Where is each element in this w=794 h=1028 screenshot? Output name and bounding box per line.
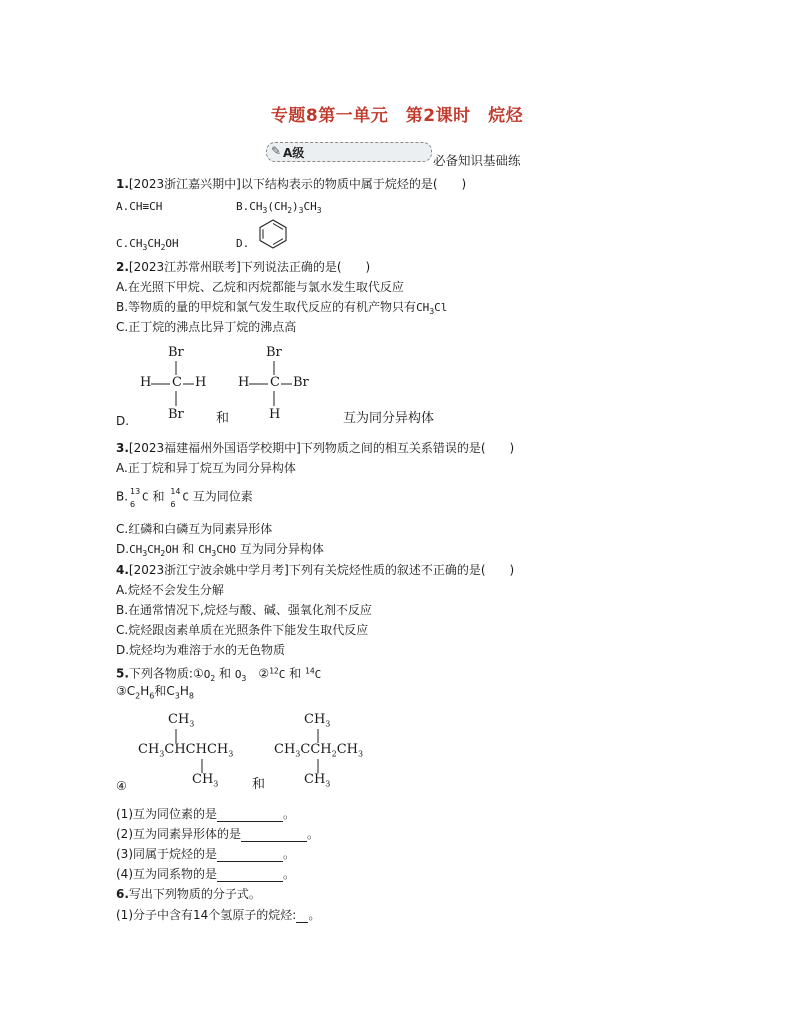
sub-question-text: (3)同属于烷烃的是 — [116, 847, 217, 861]
end-mark: 。 — [283, 867, 296, 881]
end-mark: 。 — [307, 827, 320, 841]
pencil-icon: ✎ — [271, 144, 282, 158]
q2-option-c: C.正丁烷的沸点比异丁烷的沸点高 — [116, 320, 297, 334]
q2-option-d-and: 和 — [216, 411, 230, 426]
question-number: 3. — [116, 441, 129, 455]
bond-lines — [236, 345, 326, 425]
q1-option-b: $B.CH_3(CH_2)_3CH_3$ — [236, 200, 322, 216]
q3-option-b: B. 13 6 C 和 14 6 C 互为同位素 — [116, 487, 253, 509]
question-text: [2023浙江嘉兴期中]以下结构表示的物质中属于烷烃的是( ) — [128, 177, 467, 191]
question-text: 下列各物质:① — [128, 666, 204, 681]
question-text: [2023浙江宁波余姚中学月考]下列有关烷烃性质的叙述不正确的是( ) — [128, 563, 515, 577]
q4-option-c: C.烷烃跟卤素单质在光照条件下能发生取代反应 — [116, 623, 369, 637]
answer-blank[interactable] — [217, 869, 283, 882]
bond-lines — [138, 345, 218, 425]
item-marker: ③ — [116, 684, 127, 698]
question-4-stem — [116, 562, 514, 578]
option-letter: B. — [116, 489, 129, 504]
atom-label: H — [238, 375, 250, 390]
q5-item-4-and: 和 — [252, 777, 266, 792]
sub-question-text: (1)互为同位素的是 — [116, 807, 217, 821]
question-5-stem: 5.下列各物质$:①O_2$ 和 $O_3$ ②$^{12}$C 和 $^{14}$C — [116, 666, 322, 683]
item-marker: ② — [246, 666, 270, 681]
atom-label: Br — [168, 345, 184, 360]
q3-option-c: C.红磷和白磷互为同素异形体 — [116, 522, 273, 536]
option-text: 互为同位素 — [192, 489, 253, 504]
q5-item-4-marker: ④ — [116, 779, 127, 793]
q5-sub-3 — [116, 846, 295, 862]
atom-label: C — [172, 375, 182, 390]
end-mark: 。 — [283, 807, 296, 821]
q5-sub-4 — [116, 866, 295, 882]
question-1-stem — [116, 176, 466, 192]
q1-option-c: $C.CH_3CH_2OH$ — [116, 237, 179, 253]
dimethylbutane-structure: $CH_3$ $CH_3CHCHCH_3$ $CH_3$ — [138, 712, 258, 792]
question-text: 写出下列物质的分子式。 — [128, 887, 261, 901]
dimethylbutane-quaternary-structure: $CH_3$ $CH_3CCH_2CH_3$ $CH_3$ — [274, 712, 394, 792]
question-number: 1. — [116, 177, 129, 191]
atom-label: H — [195, 375, 207, 390]
question-5-item-3: $③C_2H_6$和$C_3H_8$ — [116, 684, 194, 701]
sub-question-text: (1)分子中含有14个氢原子的烷烃: — [116, 908, 297, 922]
question-number: 4. — [116, 563, 129, 577]
answer-blank[interactable] — [296, 910, 308, 923]
bond-lines — [138, 712, 258, 792]
connector-text: 和 — [182, 542, 195, 556]
option-letter: B. — [236, 200, 250, 213]
q2-option-d-tail: 互为同分异构体 — [343, 411, 435, 426]
answer-blank[interactable] — [241, 829, 307, 842]
q5-sub-2 — [116, 826, 319, 842]
question-number: 5. — [116, 666, 129, 681]
dibromomethane-structure-1 — [138, 345, 218, 425]
q3-option-d: $D.CH_3CH_2OH$ 和 $CH_3CHO$ 互为同分异构体 — [116, 542, 324, 559]
atom-label: Br — [293, 375, 309, 390]
atom-label: C — [270, 375, 280, 390]
q3-option-a: A.正丁烷和异丁烷互为同分异构体 — [116, 461, 296, 475]
question-number: 2. — [116, 260, 129, 274]
option-letter: C. — [116, 237, 130, 250]
formula-text: CH≡CH — [129, 200, 163, 213]
q5-sub-1 — [116, 806, 295, 822]
answer-blank[interactable] — [217, 849, 283, 862]
sub-question-text: (4)互为同系物的是 — [116, 867, 217, 881]
end-mark: 。 — [283, 847, 296, 861]
section-subtitle: 必备知识基础练 — [433, 153, 521, 168]
end-mark: 。 — [308, 908, 321, 922]
option-text: B.等物质的量的甲烷和氯气发生取代反应的有机产物只有 — [116, 300, 417, 314]
connector-text: 和 — [152, 489, 165, 504]
connector-text: 和 — [219, 666, 232, 681]
q6-sub-1 — [116, 907, 320, 923]
isotope-c14: 14 6 — [170, 487, 181, 509]
atom-label: H — [269, 407, 281, 422]
question-number: 6. — [116, 887, 129, 901]
q4-option-b: B.在通常情况下,烷烃与酸、碱、强氧化剂不反应 — [116, 603, 372, 617]
dibromomethane-structure-2 — [236, 345, 326, 425]
isotope-c13: 13 6 — [130, 487, 141, 509]
question-text: [2023江苏常州联考]下列说法正确的是( ) — [128, 260, 371, 274]
q4-option-d: D.烷烃均为难溶于水的无色物质 — [116, 643, 286, 657]
q1-option-d — [236, 236, 249, 252]
q2-option-b: B.等物质的量的甲烷和氯气发生取代反应的有机产物只有$CH_3Cl$ — [116, 300, 448, 317]
q2-option-d-prefix: D. — [116, 414, 130, 428]
question-2-stem — [116, 259, 370, 275]
question-3-stem — [116, 440, 514, 456]
q2-option-a: A.在光照下甲烷、乙烷和丙烷都能与氯水发生取代反应 — [116, 280, 404, 294]
option-letter: D. — [116, 542, 130, 556]
sub-question-text: (2)互为同素异形体的是 — [116, 827, 241, 841]
question-text: [2023福建福州外国语学校期中]下列物质之间的相互关系错误的是( ) — [128, 441, 515, 455]
level-label: A级 — [283, 146, 305, 160]
answer-blank[interactable] — [217, 809, 283, 822]
atom-label: Br — [266, 345, 282, 360]
q4-option-a: A.烷烃不会发生分解 — [116, 583, 224, 597]
atom-label: Br — [168, 407, 184, 422]
page-title: 专题8第一单元 第2课时 烷烃 — [270, 106, 524, 126]
connector-text: 和 — [154, 684, 167, 698]
level-badge — [266, 142, 432, 162]
option-text: 互为同分异构体 — [239, 542, 324, 556]
q1-option-a — [116, 199, 162, 215]
bond-lines — [274, 712, 394, 792]
atom-label: H — [140, 375, 152, 390]
benzene-ring-icon — [258, 219, 288, 249]
option-letter: A. — [116, 200, 130, 213]
question-6-stem — [116, 886, 261, 902]
option-letter: D. — [236, 237, 250, 250]
connector-text: 和 — [289, 666, 302, 681]
